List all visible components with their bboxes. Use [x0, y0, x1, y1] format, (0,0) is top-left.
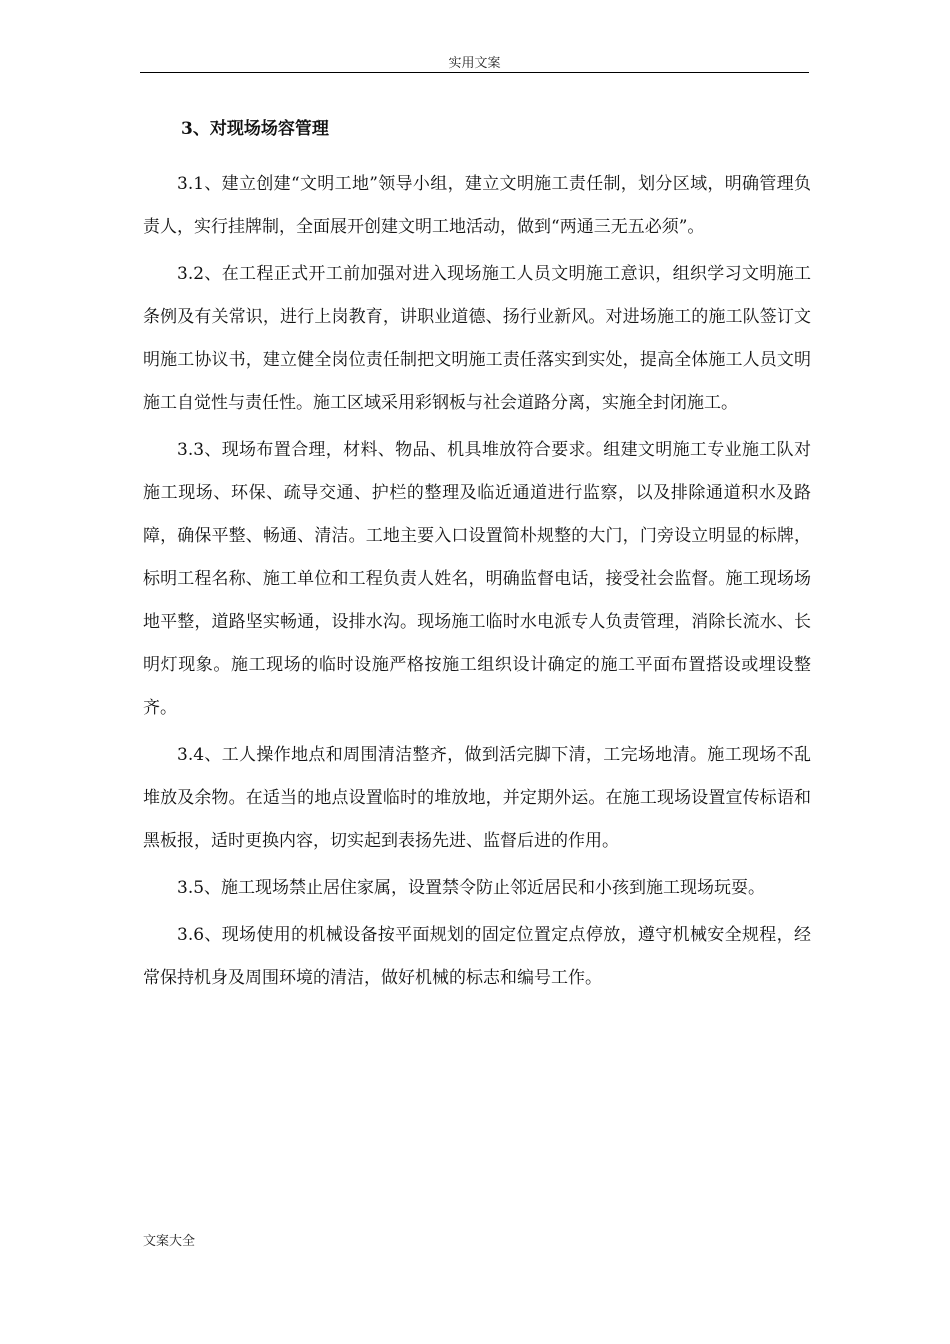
- body-content: [143, 163, 811, 1004]
- page-footer-text: 文案大全: [143, 1234, 196, 1249]
- paragraph-3-3: 3.3、现场布置合理，材料、物品、机具堆放符合要求。组建文明施工专业施工队对施工现场、环保、疏导交通、护栏的整理及临近通道进行监察，以及排除通道积水及路障，确保平整、畅通、清洁。工地主要入口设置简朴规整的大门，门旁设立明显的标牌，标明工程名称、施工单位和工程负责人姓名，明确监督电话，接受社会监督。施工现场场地平整，道路坚实畅通，设排水沟。现场施工临时水电派专人负责管理，消除长流水、长明灯现象。施工现场的临时设施严格按施工组织设计确定的施工平面布置搭设或埋设整齐。: [143, 440, 811, 718]
- section-heading: 3、对现场场容管理: [181, 119, 329, 139]
- paragraph-3-2: 3.2、在工程正式开工前加强对进入现场施工人员文明施工意识，组织学习文明施工条例及有关常识，进行上岗教育，讲职业道德、扬行业新风。对进场施工的施工队签订文明施工协议书，建立健全岗位责任制把文明施工责任落实到实处，提高全体施工人员文明施工自觉性与责任性。施工区域采用彩钢板与社会道路分离，实施全封闭施工。: [143, 264, 811, 413]
- paragraph-3-6: 3.6、现场使用的机械设备按平面规划的固定位置定点停放，遵守机械安全规程，经常保持机身及周围环境的清洁，做好机械的标志和编号工作。: [143, 925, 811, 988]
- page-header-title: 实用文案: [448, 56, 501, 71]
- paragraph-3-5: 3.5、施工现场禁止居住家属，设置禁令防止邻近居民和小孩到施工现场玩耍。: [177, 878, 766, 898]
- paragraph-3-1: 3.1、建立创建“文明工地”领导小组，建立文明施工责任制，划分区域，明确管理负责人，实行挂牌制，全面展开创建文明工地活动，做到“两通三无五必须”。: [143, 174, 811, 237]
- header-divider: [140, 72, 809, 73]
- paragraph-3-4: 3.4、工人操作地点和周围清洁整齐，做到活完脚下清，工完场地清。施工现场不乱堆放及余物。在适当的地点设置临时的堆放地，并定期外运。在施工现场设置宣传标语和黑板报，适时更换内容，切实起到表扬先进、监督后进的作用。: [143, 745, 811, 851]
